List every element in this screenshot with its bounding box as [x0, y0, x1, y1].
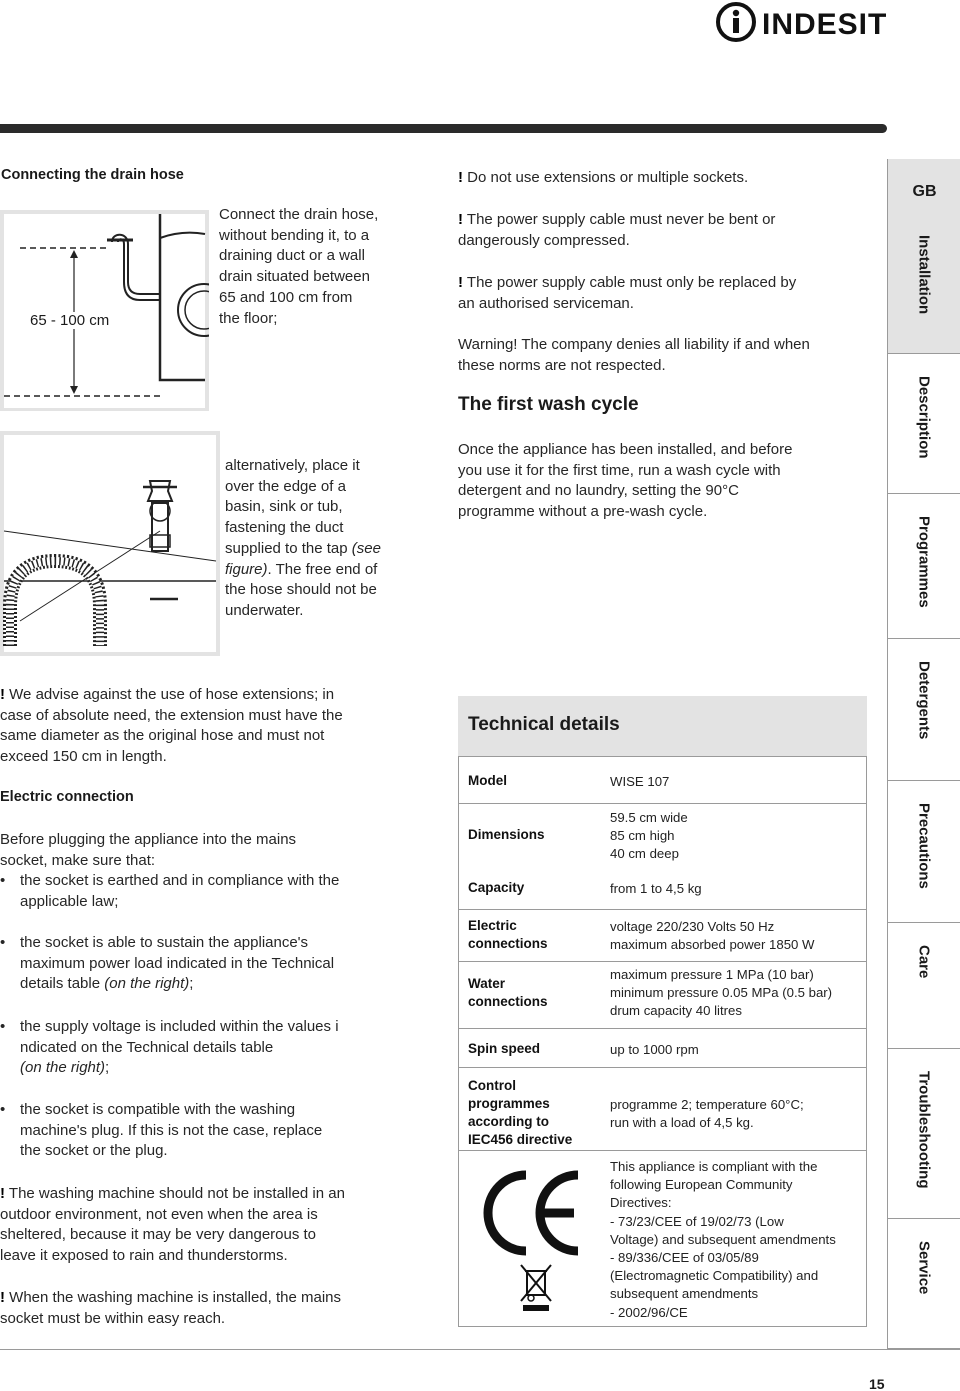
tab-installation[interactable]	[887, 159, 960, 354]
table-row: Spin speed up to 1000 rpm	[458, 1029, 867, 1068]
tap-hose-figure	[0, 431, 220, 656]
language-label: GB	[912, 183, 937, 200]
tab-precautions[interactable]: Precautions	[887, 781, 960, 923]
socket-reach-warning: ! When the washing machine is installed, the mains socket must be within easy reach.	[0, 1289, 342, 1327]
tab-description[interactable]: Description	[887, 354, 960, 494]
ce-mark	[478, 1163, 588, 1263]
indesit-logo	[712, 0, 892, 48]
section-tab-bar	[887, 159, 960, 1349]
first-wash-heading: The first wash cycle	[458, 394, 639, 415]
bullet-item: • the socket is compatible with the washing machine's plug. If this is not the case, replace the socket or the plug.	[0, 1101, 323, 1160]
table-row: Control programmes according to IEC456 directive programme 2; temperature 60°C; run with a load of 4,5 kg.	[458, 1068, 867, 1151]
tab-detergents[interactable]: Detergents	[887, 639, 960, 781]
table-row: Electric connections voltage 220/230 Volts 50 Hz maximum absorbed power 1850 W	[458, 910, 867, 962]
height-range-label: 65 - 100 cm	[30, 312, 110, 329]
tab-troubleshooting[interactable]: Troubleshooting	[887, 1049, 960, 1219]
hose-extension-warning: ! We advise against the use of hose extensions; in case of absolute need, the extension must have the same diameter as the original hose and must not exceed 150 cm in length.	[0, 686, 343, 766]
before-text: Before plugging the appliance into the mains socket, make sure that:	[0, 831, 297, 869]
logo-wordmark: INDESIT	[762, 8, 888, 41]
compliance-text: This appliance is compliant with the following European Community Directives: - 73/23/CEE of 19/02/73 (Low Voltage) and subsequent amendments - 89/336/CEE of 03/05/89 (Electromagnetic Compatibility) and subsequent amendments - 2002/96/CE	[610, 1159, 836, 1320]
tab-care[interactable]: Care	[887, 923, 960, 1049]
electric-heading: Electric connection	[0, 789, 134, 805]
tab-programmes[interactable]: Programmes	[887, 494, 960, 639]
alternative-text: alternatively, place it over the edge of a basin, sink or tub, fastening the duct supplied to the tap (see figure). The free end of the hose should not be underwater.	[225, 457, 381, 619]
warning-mark: !	[0, 686, 5, 703]
table-row: Dimensions 59.5 cm wide 85 cm high 40 cm deep Capacity from 1 to 4,5 kg	[458, 804, 867, 910]
tab-service[interactable]: Service	[887, 1219, 960, 1349]
page-number: 15	[869, 1376, 885, 1391]
top-rule	[0, 124, 887, 133]
cable-bend-warning: ! The power supply cable must never be bent or dangerously compressed.	[458, 211, 776, 249]
drain-heading: Connecting the drain hose	[1, 167, 184, 183]
technical-details-title: Technical details	[468, 714, 620, 735]
table-row: Model WISE 107	[458, 757, 867, 804]
liability-warning: Warning! The company denies all liability if and when these norms are not respected.	[458, 336, 810, 374]
bullet-item: • the socket is earthed and in compliance with the applicable law;	[0, 872, 340, 910]
outdoor-warning: ! The washing machine should not be installed in an outdoor environment, not even when the area is sheltered, because it may be very dangerous to leave it exposed to rain and thunderstorms.	[0, 1185, 345, 1265]
tab-label: Installation	[915, 235, 933, 315]
crossed-out-wheelie-bin-icon	[517, 1263, 555, 1313]
bottom-rule	[0, 1349, 960, 1350]
first-wash-text: Once the appliance has been installed, and before you use it for the first time, run a wash cycle with detergent and no laundry, setting the 90°C programme without a pre-wash cycle.	[458, 441, 793, 521]
drain-text: Connect the drain hose, without bending it, to a draining duct or a wall drain situated between 65 and 100 cm from the floor;	[219, 206, 379, 327]
cable-replace-warning: ! The power supply cable must only be replaced by an authorised serviceman.	[458, 274, 797, 312]
bullet-item: • the socket is able to sustain the appliance's maximum power load indicated in the Technical details table (on the right);	[0, 934, 335, 993]
technical-details-header	[458, 696, 867, 757]
extension-warning: ! Do not use extensions or multiple sockets.	[458, 169, 749, 186]
drain-duct-figure	[0, 210, 209, 411]
bullet-item: • the supply voltage is included within the values i ndicated on the Technical details table (on the right);	[0, 1018, 339, 1077]
table-row: Water connections maximum pressure 1 MPa (10 bar) minimum pressure 0.05 MPa (0.5 bar) drum capacity 40 litres	[458, 962, 867, 1029]
